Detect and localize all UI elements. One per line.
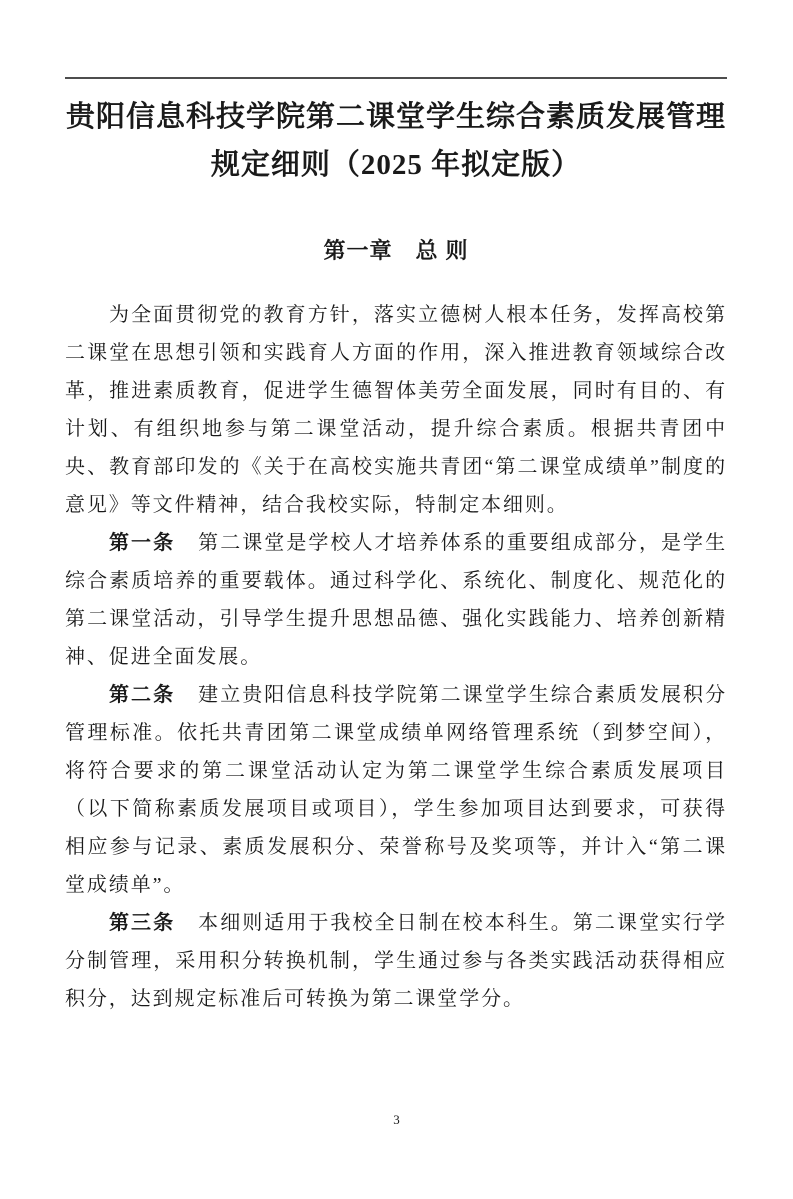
article-2-paragraph — [65, 676, 727, 904]
article-2-text: 建立贵阳信息科技学院第二课堂学生综合素质发展积分管理标准。依托共青团第二课堂成绩单网络管理系统（到梦空间），将符合要求的第二课堂活动认定为第二课堂学生综合素质发展项目（以下简称素质发展项目或项目），学生参加项目达到要求，可获得相应参与记录、素质发展积分、荣誉称号及奖项等，并计入“第二课堂成绩单”。 — [65, 684, 727, 896]
document-body — [65, 296, 727, 1018]
article-3-text: 本细则适用于我校全日制在校本科生。第二课堂实行学分制管理，采用积分转换机制，学生通过参与各类实践活动获得相应积分，达到规定标准后可转换为第二课堂学分。 — [65, 912, 727, 1010]
article-1-paragraph — [65, 524, 727, 676]
article-1-label: 第一条 — [109, 532, 176, 554]
document-title — [65, 93, 727, 189]
document-title-line-1: 贵阳信息科技学院第二课堂学生综合素质发展管理 — [65, 101, 726, 133]
article-1-text: 第二课堂是学校人才培养体系的重要组成部分，是学生综合素质培养的重要载体。通过科学化、系统化、制度化、规范化的第二课堂活动，引导学生提升思想品德、强化实践能力、培养创新精神、促进全面发展。 — [65, 532, 727, 668]
chapter-heading: 第一章 总 则 — [323, 238, 469, 263]
article-2-label: 第二条 — [109, 684, 176, 706]
article-3-label: 第三条 — [109, 912, 176, 934]
article-3-paragraph — [65, 904, 727, 1018]
intro-paragraph — [65, 296, 727, 524]
page-number: 3 — [393, 1112, 400, 1127]
header-divider — [65, 77, 727, 79]
document-page — [0, 77, 793, 1199]
page-footer — [0, 1111, 793, 1129]
page-content — [0, 77, 793, 1018]
document-title-line-2: 规定细则（2025 年拟定版） — [210, 149, 582, 181]
intro-paragraph-text: 为全面贯彻党的教育方针，落实立德树人根本任务，发挥高校第二课堂在思想引领和实践育人方面的作用，深入推进教育领域综合改革，推进素质教育，促进学生德智体美劳全面发展，同时有目的、有计划、有组织地参与第二课堂活动，提升综合素质。根据共青团中央、教育部印发的《关于在高校实施共青团“第二课堂成绩单”制度的意见》等文件精神，结合我校实际，特制定本细则。 — [65, 304, 727, 516]
